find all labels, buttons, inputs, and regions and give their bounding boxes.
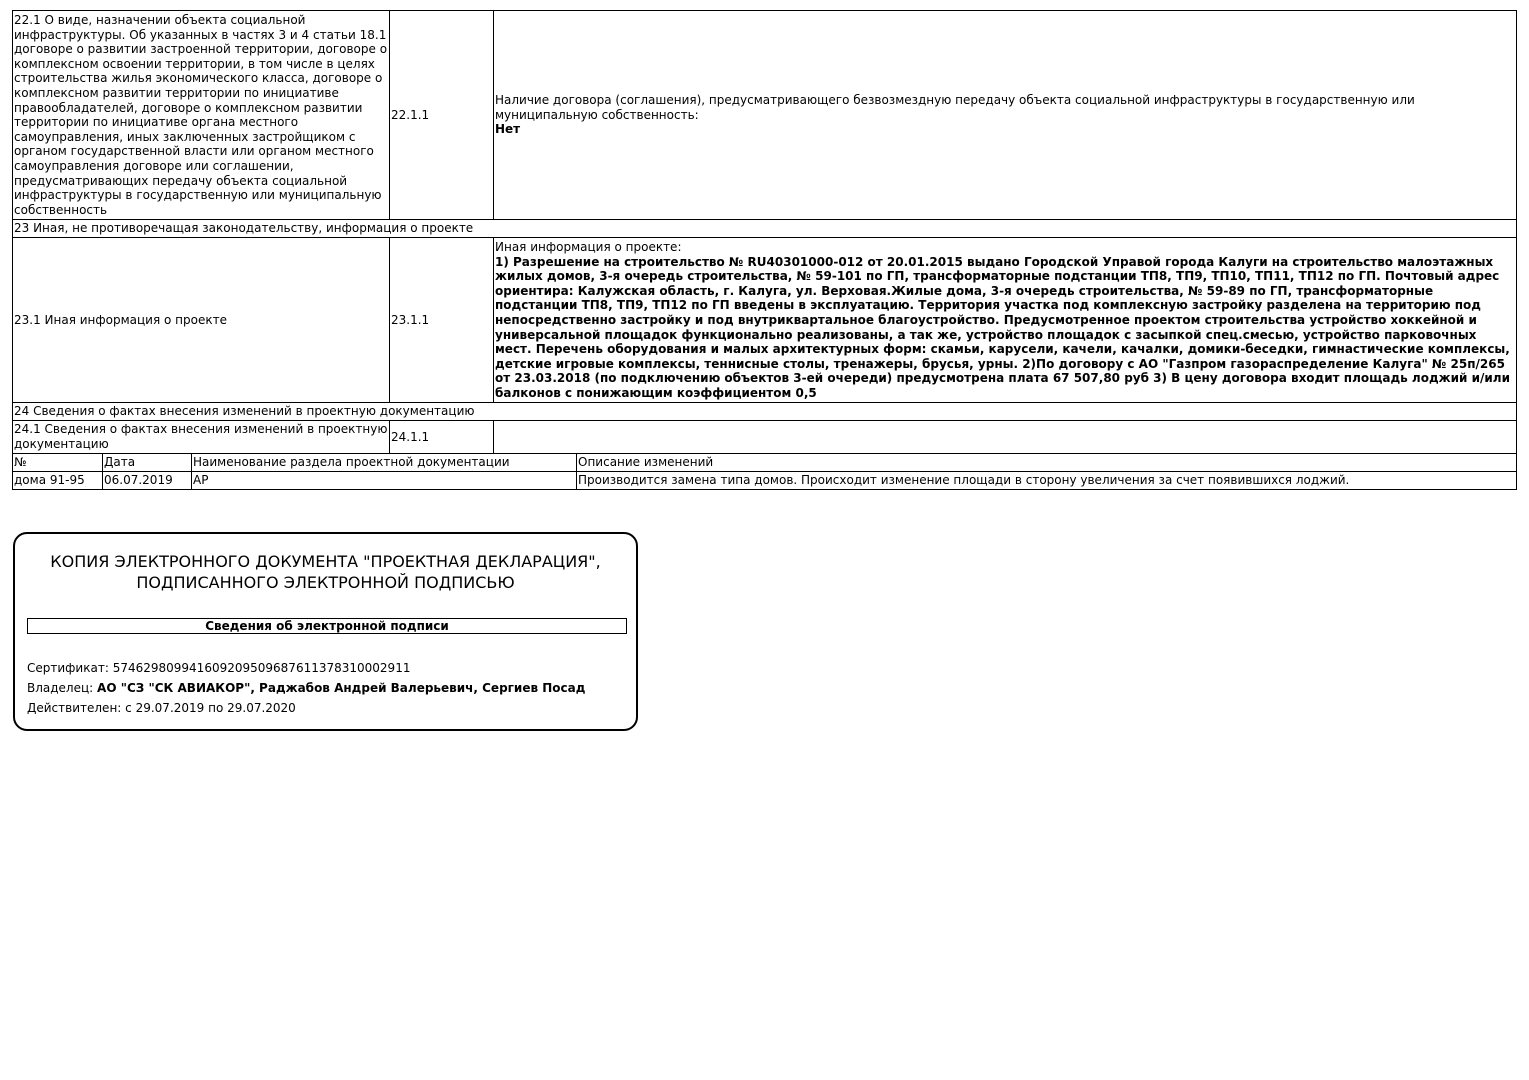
change-date: 06.07.2019 (102, 472, 191, 489)
table-row-24-1 (13, 421, 1516, 454)
owner-label: Владелец: (27, 681, 94, 695)
row-code-24-1: 24.1.1 (389, 421, 494, 453)
row-value-23-1 (493, 238, 1516, 402)
signature-validity (27, 700, 296, 716)
changes-header-num: № (14, 455, 27, 470)
signature-certificate (27, 660, 410, 676)
change-section: АР (191, 472, 576, 489)
owner-value: АО "СЗ "СК АВИАКОР", Раджабов Андрей Валерьевич, Сергиев Посад (97, 681, 586, 695)
electronic-signature-stamp (13, 532, 638, 731)
section-header-24-text: 24 Сведения о фактах внесения изменений в проектную документацию (14, 404, 475, 419)
value-label-23-1: Иная информация о проекте: (495, 240, 682, 254)
section-header-23-text: 23 Иная, не противоречащая законодательству, информация о проекте (14, 221, 474, 236)
signature-owner (27, 680, 585, 696)
row-value-24-1 (493, 421, 1516, 453)
signature-title-line1: КОПИЯ ЭЛЕКТРОННОГО ДОКУМЕНТА "ПРОЕКТНАЯ ДЕКЛАРАЦИЯ", (50, 552, 601, 571)
row-label-23-1: 23.1 Иная информация о проекте (14, 312, 227, 327)
section-header-23 (13, 220, 1516, 238)
row-value-22-1 (493, 11, 1516, 219)
changes-header-desc: Описание изменений (576, 454, 1516, 471)
validity-label: Действителен: (27, 701, 122, 715)
row-code-22-1: 22.1.1 (389, 11, 494, 219)
changes-header-date: Дата (102, 454, 191, 471)
certificate-value: 574629809941609209509687611378310002911 (112, 661, 411, 675)
section-header-24 (13, 403, 1516, 421)
value-label-22-1: Наличие договора (соглашения), предусматривающего безвозмездную передачу объекта социальной инфраструктуры в государственную или муниципальную собственность: (495, 93, 1415, 122)
row-label-22-1: 22.1 О виде, назначении объекта социальной инфраструктуры. Об указанных в частях 3 и 4 статьи 18.1 договоре о развитии застроенной территории, договоре о комплексном освоении территории, в том числе в целях строительства жилья экономического класса, договоре о комплексном развитии территории по инициативе правообладателей, договоре о комплексном развитии территории по инициативе органа местного самоуправления, иных заключенных застройщиком с органом государственной власти или органом местного самоуправления договоре или соглашении, предусматривающих передачу объекта социальной инфраструктуры в государственную или муниципальную собственность (14, 13, 388, 217)
changes-header-section: Наименование раздела проектной документации (191, 454, 576, 471)
change-desc: Производится замена типа домов. Происходит изменение площади в сторону увеличения за счет появившихся лоджий. (576, 472, 1516, 489)
value-22-1: Нет (495, 122, 521, 137)
signature-info-box: Сведения об электронной подписи (27, 618, 627, 634)
change-num: дома 91-95 (14, 473, 85, 488)
row-code-23-1: 23.1.1 (389, 238, 494, 402)
row-label-24-1: 24.1 Сведения о фактах внесения изменений в проектную документацию (14, 422, 388, 451)
validity-value: с 29.07.2019 по 29.07.2020 (125, 701, 296, 715)
table-row-23-1 (13, 238, 1516, 403)
project-declaration-table (12, 10, 1517, 490)
certificate-label: Сертификат: (27, 661, 109, 675)
signature-title-line2: ПОДПИСАННОГО ЭЛЕКТРОННОЙ ПОДПИСЬЮ (136, 573, 515, 592)
table-row-22-1 (13, 11, 1516, 220)
table-row (13, 472, 1516, 489)
changes-header-row (13, 454, 1516, 472)
value-23-1: 1) Разрешение на строительство № RU40301000-012 от 20.01.2015 выдано Городской Управой города Калуги на строительство малоэтажных жилых домов, 3-я очередь строительства, № 59-101 по ГП, трансформаторные подстанции ТП8, ТП9, ТП10, ТП11, ТП12 по ГП. Почтовый адрес ориентира: Калужская область, г. Калуга, ул. Верховая.Жилые дома, 3-я очередь строительства, № 59-89 по ГП, трансформаторные подстанции ТП8, ТП9, ТП12 по ГП введены в эксплуатацию. Территория участка под комплексную застройку разделена на территорию под непосредственно застройку и под внутриквартальное благоустройство. Предусмотренное проектом строительства устройство хоккейной и универсальной площадок функционально реализованы, а так же, устройство площадок с засыпкой спец.смесью, устройство парковочных мест. Перечень оборудования и малых архитектурных форм: скамьи, карусели, качели, качалки, домики-беседки, гимнастические комплексы, детские игровые комплексы, теннисные столы, тренажеры, брусья, урны. 2)По договору с АО "Газпром газораспределение Калуга" № 25п/265 от 23.03.2018 (по подключению объектов 3-ей очереди) предусмотрена плата 67 507,80 руб 3) В цену договора входит площадь лоджий и/или балконов с понижающим коэффициентом 0,5 (495, 254, 1510, 400)
